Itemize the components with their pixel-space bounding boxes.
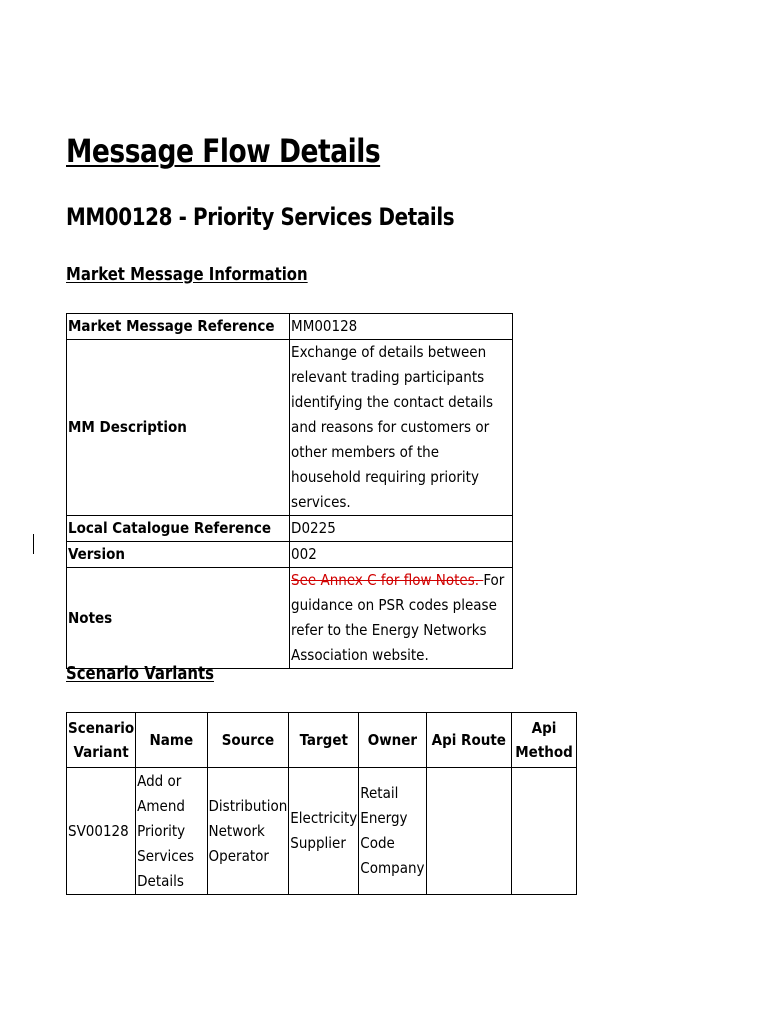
table-row [67,568,513,669]
info-key: Local Catalogue Reference [67,516,290,542]
market-info-table [66,313,513,669]
column-header: Name [136,713,207,768]
page-title: Message Flow Details [66,132,381,170]
info-key: Notes [67,568,290,669]
info-value: MM00128 [290,314,513,340]
column-header: Scenario Variant [67,713,136,768]
info-value: 002 [290,542,513,568]
variant-cell: SV00128 [67,768,136,895]
source-cell: Distribution Network Operator [207,768,289,895]
owner-cell: Retail Energy Code Company [359,768,426,895]
table-row [67,340,513,516]
info-key: MM Description [67,340,290,516]
table-row [67,516,513,542]
text-cursor [33,534,34,554]
api-route-cell [426,768,512,895]
column-header: Target [289,713,359,768]
scenario-heading: Scenario Variants [66,663,214,684]
column-header: Api Method [512,713,577,768]
info-value [290,568,513,669]
table-header-row [67,713,577,768]
api-method-cell [512,768,577,895]
info-key: Market Message Reference [67,314,290,340]
scenario-table [66,712,577,895]
message-subtitle: MM00128 - Priority Services Details [66,203,455,231]
info-key: Version [67,542,290,568]
info-value: D0225 [290,516,513,542]
table-row [67,542,513,568]
column-header: Api Route [426,713,512,768]
struck-note: See Annex C for flow Notes. [291,571,484,589]
column-header: Owner [359,713,426,768]
column-header: Source [207,713,289,768]
table-row [67,314,513,340]
table-row [67,768,577,895]
target-cell: Electricity Supplier [289,768,359,895]
info-value: Exchange of details between relevant trading participants identifying the contact details and reasons for customers or other members of the household requiring priority services. [290,340,513,516]
market-info-heading: Market Message Information [66,264,308,285]
note-text: For guidance on PSR codes please refer to the Energy Networks Association website. [291,571,505,664]
name-cell: Add or Amend Priority Services Details [136,768,207,895]
